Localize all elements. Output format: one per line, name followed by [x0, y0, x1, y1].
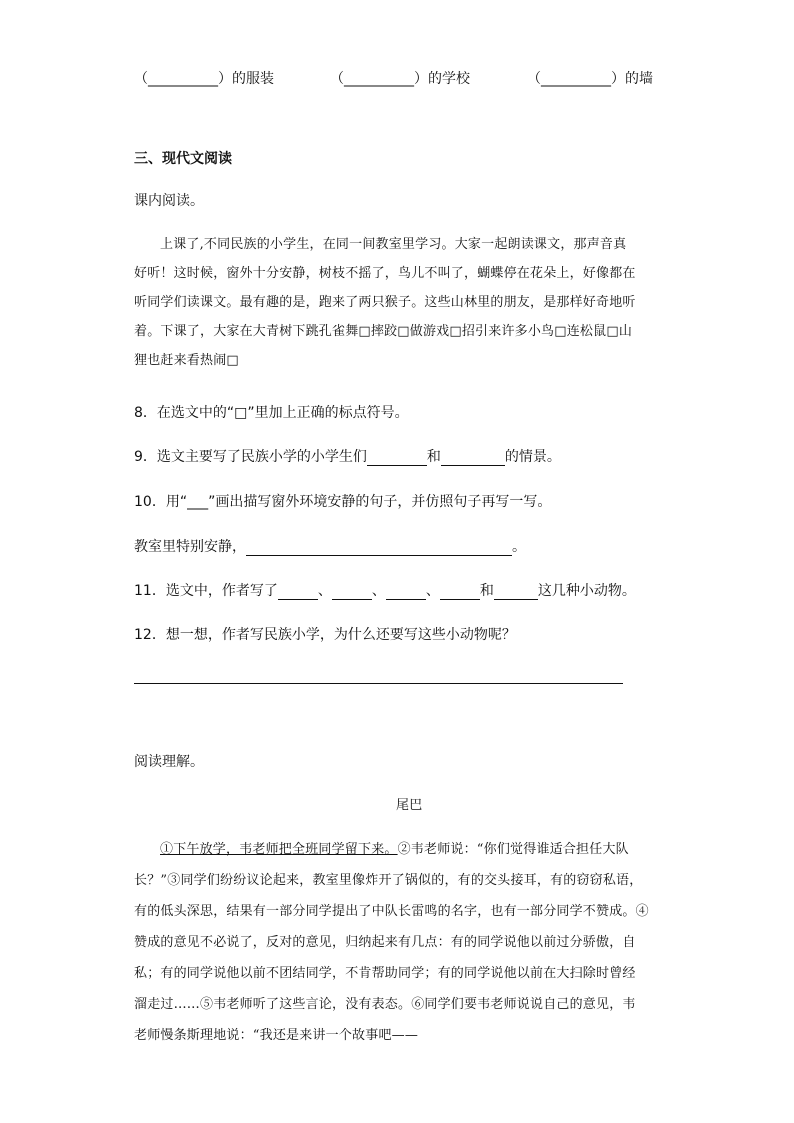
- q11-blank-1[interactable]: [278, 585, 318, 600]
- passage-line: 好听！这时候，窗外十分安静，树枝不摇了，鸟儿不叫了，蝴蝶停在花朵上，好像都在: [134, 266, 636, 281]
- q11-blank-4[interactable]: [440, 585, 480, 600]
- story-line: 有的低头深思，结果有一部分同学提出了中队长雷鸣的名字，也有一部分同学不赞成。④: [134, 904, 649, 919]
- story-line-1: [160, 838, 629, 857]
- q11-blank-5[interactable]: [494, 585, 538, 600]
- question-11: [134, 580, 636, 600]
- story-line: 溜走过……⑤韦老师听了这些言论，没有表态。⑥同学们要韦老师说说自己的意见，韦: [134, 997, 636, 1012]
- q11-sep: 、: [425, 583, 440, 599]
- q10-prefix: 教室里特别安静，: [134, 539, 246, 555]
- passage-line: 着。下课了，大家在大青树下跳孔雀舞□摔跤□做游戏□招引来许多小鸟□连松鼠□山: [134, 324, 633, 339]
- q11-suffix: 这几种小动物。: [537, 583, 636, 599]
- story-line: 长？”③同学们纷纷议论起来，教室里像炸开了锅似的，有的交头接耳，有的窃窃私语，: [134, 873, 643, 888]
- fill-item-wall: （__________）的墙: [527, 71, 653, 87]
- fill-item-school: （__________）的学校: [330, 71, 470, 87]
- fill-item-clothes: （__________）的服装: [134, 71, 274, 87]
- q9-suffix: 的情景。: [504, 449, 561, 465]
- question-10: 10．用“___”画出描写窗外环境安静的句子，并仿照句子再写一写。: [134, 494, 552, 510]
- question-12: 12．想一想，作者写民族小学，为什么还要写这些小动物呢？: [134, 627, 516, 643]
- q10-suffix: 。: [512, 539, 526, 555]
- question-9: [134, 446, 561, 466]
- story-line: 老师慢条斯理地说：“我还是来讲一个故事吧——: [134, 1028, 419, 1043]
- q11-blank-2[interactable]: [332, 585, 372, 600]
- q9-prefix: 9．选文主要写了民族小学的小学生们: [134, 449, 367, 465]
- q9-blank-1[interactable]: [367, 451, 427, 466]
- q11-prefix: 11．选文中，作者写了: [134, 583, 278, 599]
- q9-blank-2[interactable]: [441, 451, 505, 466]
- q10-blank[interactable]: [246, 541, 512, 556]
- q11-and: 和: [479, 583, 494, 599]
- q12-answer-line[interactable]: [134, 683, 623, 684]
- q9-middle: 和: [426, 449, 441, 465]
- question-10-line: [134, 536, 526, 556]
- passage-title: 尾巴: [396, 798, 423, 813]
- section-heading: 三、现代文阅读: [134, 151, 232, 167]
- q11-blank-3[interactable]: [386, 585, 426, 600]
- story-line-1-rest: ②韦老师说：“你们觉得谁适合担任大队: [397, 842, 629, 857]
- underlined-sentence: ①下午放学，韦老师把全班同学留下来。: [160, 842, 398, 857]
- story-line: 赞成的意见不必说了，反对的意见，归纳起来有几点：有的同学说他以前过分骄傲，自: [134, 935, 636, 950]
- passage-line: 上课了,不同民族的小学生，在同一间教室里学习。大家一起朗读课文，那声音真: [160, 237, 627, 252]
- q11-sep: 、: [317, 583, 332, 599]
- reading-heading: 阅读理解。: [134, 754, 204, 770]
- q11-sep: 、: [371, 583, 386, 599]
- story-line: 私；有的同学说他以前不团结同学，不肯帮助同学；有的同学说他以前在大扫除时曾经: [134, 966, 636, 981]
- question-8: 8．在选文中的“□”里加上正确的标点符号。: [134, 405, 409, 421]
- section-subheading: 课内阅读。: [134, 193, 204, 209]
- passage-line: 听同学们读课文。最有趣的是，跑来了两只猴子。这些山林里的朋友，是那样好奇地听: [134, 295, 636, 310]
- passage-line: 狸也赶来看热闹□: [134, 353, 239, 368]
